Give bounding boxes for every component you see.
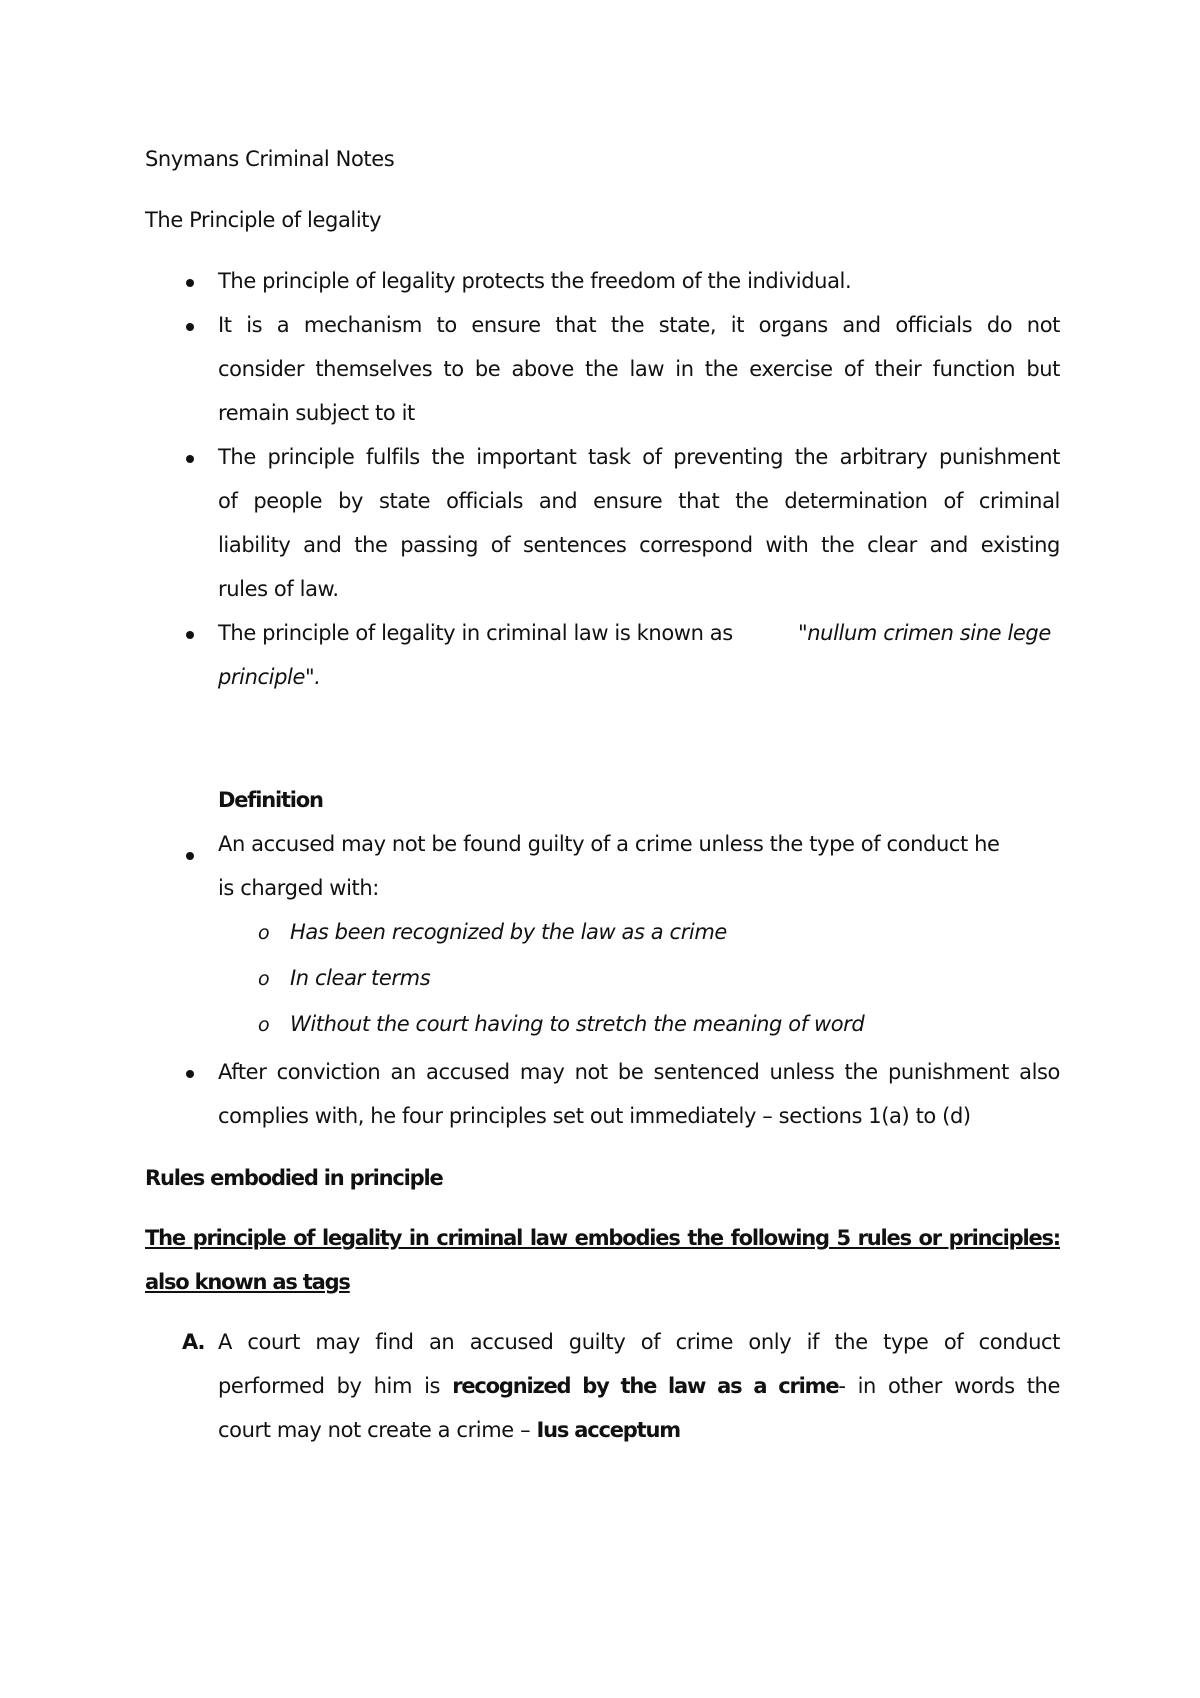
definition-bullet-1-line-2: is charged with: — [218, 876, 379, 900]
definition-sub-1: Has been recognized by the law as a crime — [290, 920, 727, 944]
definition-bullet-1-line-1: An accused may not be found guilty of a crime unless the type of conduct he — [218, 832, 1000, 856]
rule-a-bold-phrase: recognized by the law as a crime — [452, 1374, 839, 1398]
definition-sub-2: In clear terms — [290, 966, 431, 990]
rule-a-line-1: A court may find an accused guilty of crime only if the type of conduct — [218, 1330, 1060, 1354]
sub-bullet-marker: o — [258, 968, 270, 990]
rule-a-line-2-pre: performed by him is — [218, 1374, 441, 1398]
rules-subheading-line-2: also known as tags — [145, 1270, 350, 1294]
rules-subheading-line-1: The principle of legality in criminal law embodies the following 5 rules or principles: — [145, 1226, 1060, 1250]
bullet-dot — [186, 852, 194, 860]
bullet-2-line-2: consider themselves to be above the law in the exercise of their function but — [218, 357, 1060, 381]
rule-a-line-3 — [218, 1418, 680, 1442]
rule-a-line-2-post: - in other words the — [838, 1374, 1060, 1398]
latin-maxim-cont: principle". — [218, 665, 321, 689]
sub-bullet-marker: o — [258, 1014, 270, 1036]
bullet-dot — [186, 455, 194, 463]
definition-sub-3: Without the court having to stretch the meaning of word — [290, 1012, 865, 1036]
bullet-3-line-2: of people by state officials and ensure that the determination of criminal — [218, 489, 1060, 513]
rule-a-line-3-pre: court may not create a crime – — [218, 1418, 531, 1442]
definition-bullet-2-line-1: After conviction an accused may not be sentenced unless the punishment also — [218, 1060, 1060, 1084]
bullet-4-text: The principle of legality in criminal law is known as — [218, 621, 733, 645]
bullet-4-line-1 — [218, 621, 733, 645]
rule-a-line-2 — [218, 1374, 1060, 1398]
bullet-2-line-1: It is a mechanism to ensure that the state, it organs and officials do not — [218, 313, 1060, 337]
sub-bullet-marker: o — [258, 922, 270, 944]
bullet-3-line-1: The principle fulfils the important task of preventing the arbitrary punishment — [218, 445, 1060, 469]
bullet-dot — [186, 631, 194, 639]
bullet-dot — [186, 279, 194, 287]
bullet-dot — [186, 323, 194, 331]
bullet-1-text: The principle of legality protects the freedom of the individual. — [218, 269, 852, 293]
document-title: Snymans Criminal Notes — [145, 147, 395, 171]
bullet-3-line-4: rules of law. — [218, 577, 339, 601]
bullet-2-line-3: remain subject to it — [218, 401, 415, 425]
rules-heading: Rules embodied in principle — [145, 1166, 443, 1190]
bullet-dot — [186, 1070, 194, 1078]
bullet-3-line-3: liability and the passing of sentences correspond with the clear and existing — [218, 533, 1060, 557]
rule-a-marker: A. — [182, 1330, 205, 1354]
latin-maxim: "nullum crimen sine lege — [798, 621, 1051, 645]
definition-bullet-2-line-2: complies with, he four principles set out immediately – sections 1(a) to (d) — [218, 1104, 971, 1128]
definition-heading: Definition — [218, 788, 323, 812]
ius-acceptum: Ius acceptum — [536, 1418, 680, 1442]
section-title: The Principle of legality — [145, 208, 382, 232]
